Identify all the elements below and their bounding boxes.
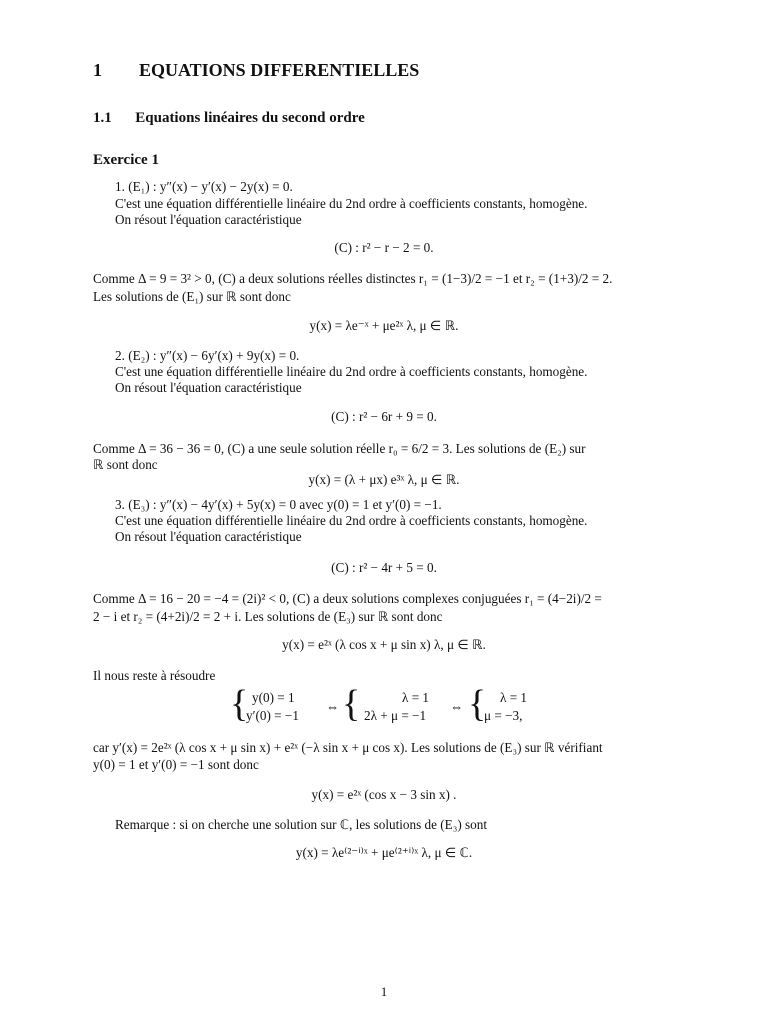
paragraph-line: Il nous reste à résoudre — [93, 668, 216, 683]
paragraph-line: C'est une équation différentielle linéaire du 2nd ordre à coefficients constants, homogène. — [115, 513, 588, 528]
paragraph-line: car y′(x) = 2e²ˣ (λ cos x + μ sin x) + e²ˣ (−λ sin x + μ cos x). Les solutions de (E₃) sur ℝ vérifiant — [93, 740, 603, 755]
system-2-row-2: 2λ + μ = −1 — [364, 708, 427, 723]
system-3-row-2: μ = −3, — [484, 708, 523, 723]
remark-line: Remarque : si on cherche une solution sur ℂ, les solutions de (E₃) sont — [115, 817, 487, 832]
display-equation: y(x) = e²ˣ (λ cos x + μ sin x) λ, μ ∈ ℝ. — [282, 637, 486, 652]
equivalence-symbol: ⇔ — [326, 699, 340, 714]
paragraph-line: On résout l'équation caractéristique — [115, 212, 302, 227]
paragraph-line: C'est une équation différentielle linéaire du 2nd ordre à coefficients constants, homogène. — [115, 364, 588, 379]
paragraph-line: Comme Δ = 9 = 3² > 0, (C) a deux solutions réelles distinctes r₁ = (1−3)/2 = −1 et r₂ = (1+3)/2 = 2. — [93, 271, 613, 286]
equation-e3: 3. (E₃) : y″(x) − 4y′(x) + 5y(x) = 0 avec y(0) = 1 et y′(0) = −1. — [115, 497, 442, 512]
display-equation: (C) : r² − r − 2 = 0. — [334, 240, 434, 255]
display-equation: (C) : r² − 4r + 5 = 0. — [331, 560, 437, 575]
section-number: 1 — [93, 60, 102, 80]
paragraph-line: Comme Δ = 36 − 36 = 0, (C) a une seule solution réelle r₀ = 6/2 = 3. Les solutions de (E₂) sur — [93, 441, 586, 456]
display-equation: y(x) = λe⁻ˣ + μe²ˣ λ, μ ∈ ℝ. — [309, 318, 459, 333]
paragraph-line: Les solutions de (E₁) sur ℝ sont donc — [93, 289, 291, 304]
page-number: 1 — [380, 984, 388, 999]
subsection-title: Equations linéaires du second ordre — [135, 110, 365, 126]
paragraph-line: y(0) = 1 et y′(0) = −1 sont donc — [93, 757, 259, 772]
system-2-row-1: λ = 1 — [402, 690, 430, 705]
system-1-row-2: y′(0) = −1 — [246, 708, 299, 723]
left-brace: { — [342, 683, 361, 725]
paragraph-line: On résout l'équation caractéristique — [115, 529, 302, 544]
paragraph-line: C'est une équation différentielle linéaire du 2nd ordre à coefficients constants, homogène. — [115, 196, 588, 211]
section-heading — [93, 60, 419, 81]
paragraph-line: On résout l'équation caractéristique — [115, 380, 302, 395]
section-title: EQUATIONS DIFFERENTIELLES — [139, 60, 420, 80]
left-brace: { — [468, 683, 487, 725]
paragraph-line: ℝ sont donc — [93, 457, 158, 472]
equation-e1: 1. (E₁) : y″(x) − y′(x) − 2y(x) = 0. — [115, 179, 293, 194]
system-1-row-1: y(0) = 1 — [252, 690, 295, 705]
paragraph-line: Comme Δ = 16 − 20 = −4 = (2i)² < 0, (C) a deux solutions complexes conjuguées r₁ = (4−2i)/2 = — [93, 591, 602, 606]
display-equation: y(x) = (λ + μx) e³ˣ λ, μ ∈ ℝ. — [308, 472, 460, 487]
subsection-heading — [93, 110, 365, 127]
exercise-title: Exercice 1 — [93, 152, 159, 168]
display-equation: (C) : r² − 6r + 9 = 0. — [331, 409, 437, 424]
display-equation: y(x) = λe⁽²⁻ⁱ⁾ˣ + μe⁽²⁺ⁱ⁾ˣ λ, μ ∈ ℂ. — [295, 845, 473, 860]
equation-system — [230, 683, 550, 728]
left-brace: { — [230, 683, 249, 725]
subsection-number: 1.1 — [93, 110, 112, 126]
system-3-row-1: λ = 1 — [500, 690, 528, 705]
display-equation: y(x) = e²ˣ (cos x − 3 sin x) . — [311, 787, 457, 802]
paragraph-line: 2 − i et r₂ = (4+2i)/2 = 2 + i. Les solutions de (E₃) sur ℝ sont donc — [93, 609, 443, 624]
equivalence-symbol: ⇔ — [450, 699, 464, 714]
equation-e2: 2. (E₂) : y″(x) − 6y′(x) + 9y(x) = 0. — [115, 348, 300, 363]
